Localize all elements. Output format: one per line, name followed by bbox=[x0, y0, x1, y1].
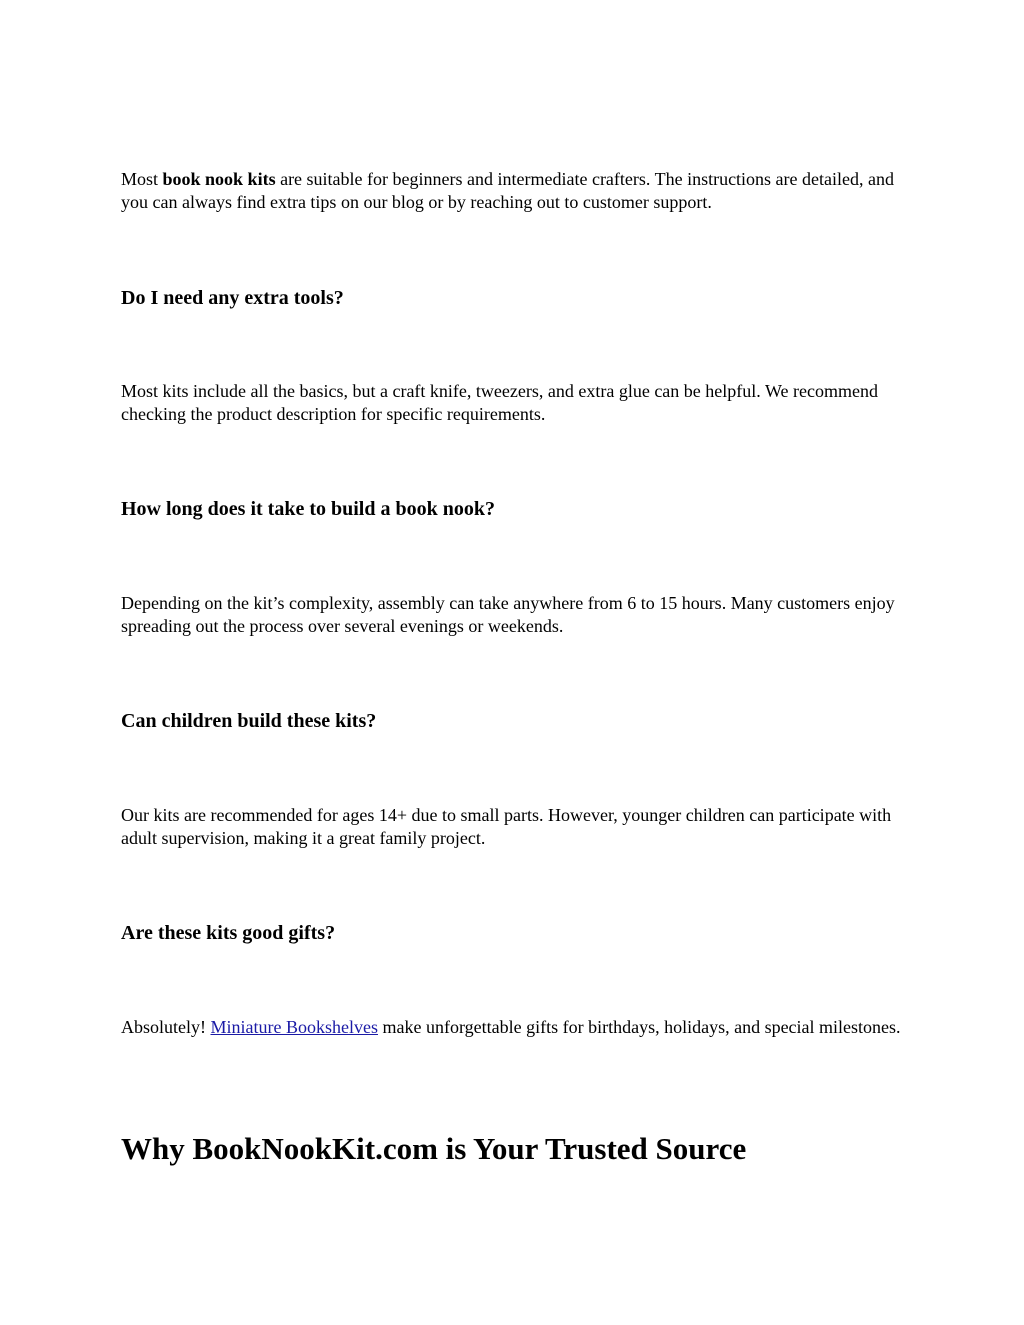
section-heading: Why BookNookKit.com is Your Trusted Source bbox=[121, 1131, 747, 1166]
miniature-bookshelves-link[interactable]: Miniature Bookshelves bbox=[210, 1017, 378, 1037]
gifts-answer-prefix: Absolutely! bbox=[121, 1017, 211, 1037]
gifts-answer-suffix: make unforgettable gifts for birthdays, holidays, and special milestones. bbox=[377, 1017, 901, 1037]
faq-question-duration: How long does it take to build a book nook? bbox=[121, 498, 495, 520]
faq-answer-gifts bbox=[121, 1016, 911, 1039]
intro-bold-term: book nook kits bbox=[162, 169, 276, 189]
faq-answer-duration: Depending on the kit’s complexity, assembly can take anywhere from 6 to 15 hours. Many customers enjoy spreading out the process over several evenings or weekends. bbox=[121, 593, 895, 636]
faq-question-children: Can children build these kits? bbox=[121, 710, 377, 732]
faq-question-tools: Do I need any extra tools? bbox=[121, 287, 344, 309]
faq-question-gifts: Are these kits good gifts? bbox=[121, 922, 336, 944]
intro-paragraph bbox=[121, 168, 911, 214]
faq-answer-children: Our kits are recommended for ages 14+ due to small parts. However, younger children can participate with adult supervision, making it a great family project. bbox=[121, 805, 892, 848]
intro-prefix: Most bbox=[121, 169, 163, 189]
faq-answer-tools: Most kits include all the basics, but a craft knife, tweezers, and extra glue can be helpful. We recommend checking the product description for specific requirements. bbox=[121, 381, 878, 424]
intro-suffix: are suitable for beginners and intermediate crafters. The instructions are detailed, and you can always find extra tips on our blog or by reaching out to customer support. bbox=[121, 169, 894, 212]
